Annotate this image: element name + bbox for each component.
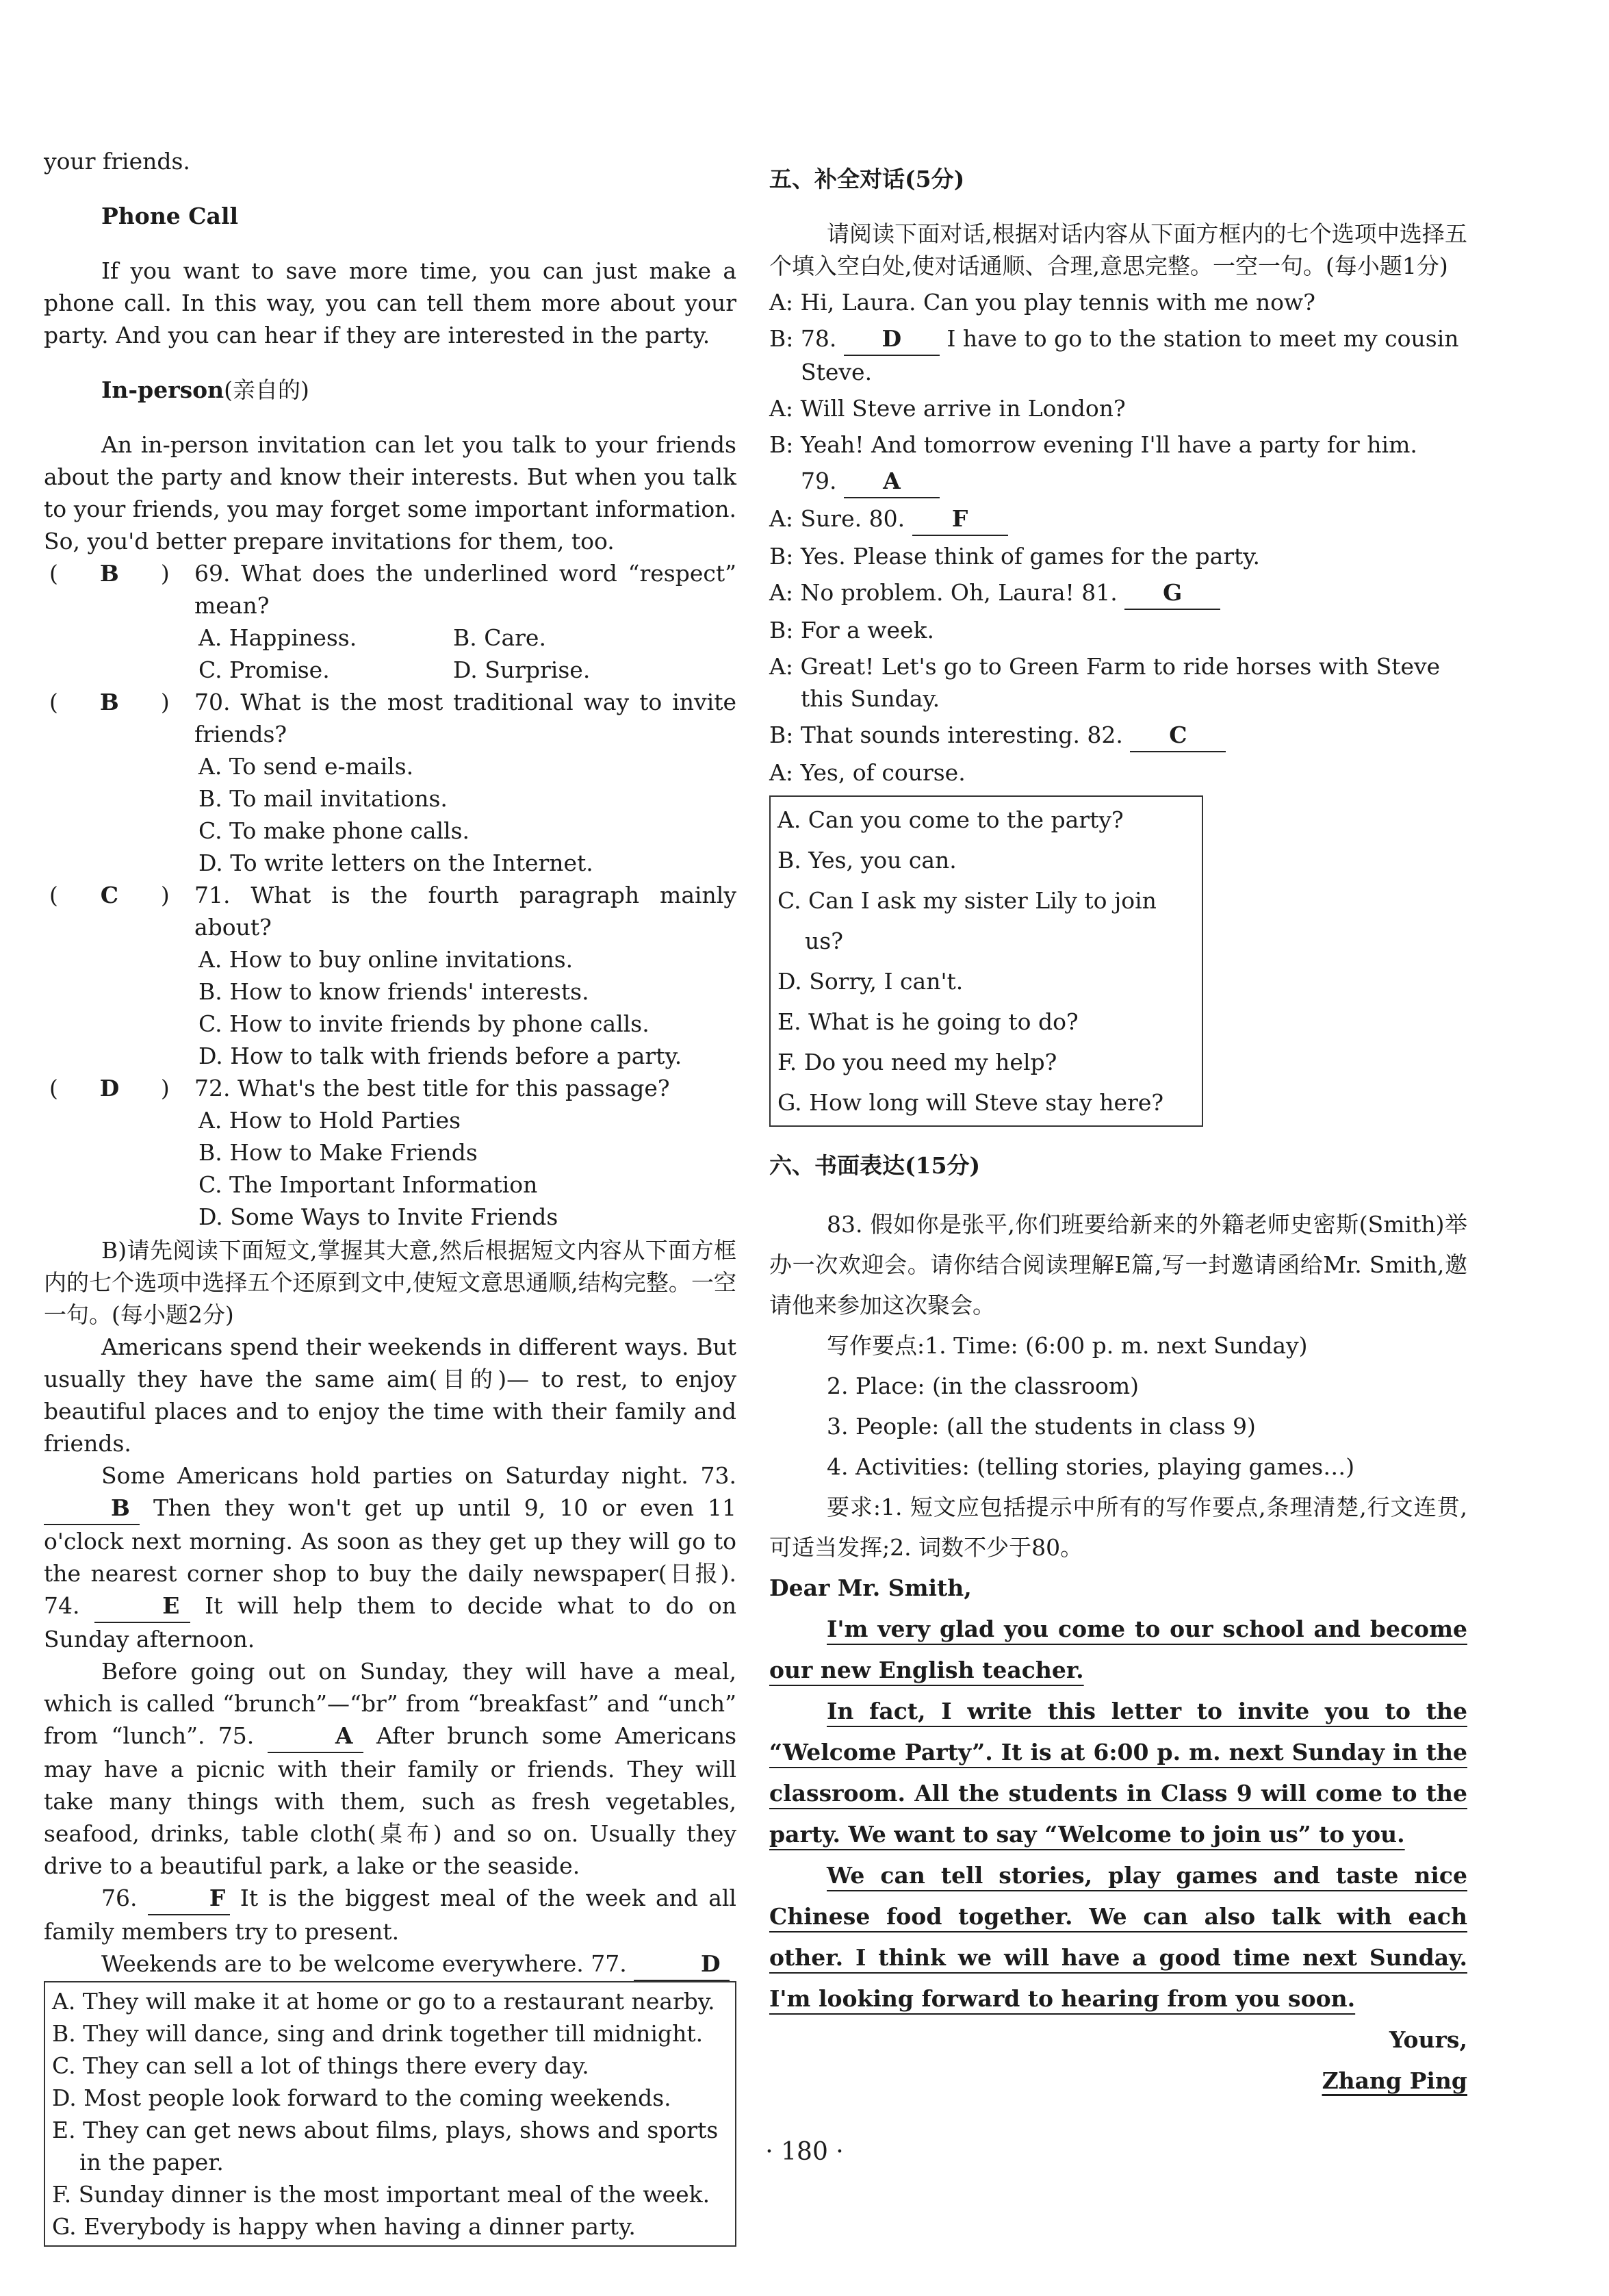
dialogue-text: B: 78. [769, 325, 837, 352]
signature [769, 2061, 1467, 2102]
question-option: D. How to talk with friends before a party. [198, 1043, 682, 1069]
left-column [44, 145, 736, 2247]
passage-text: Some Americans hold parties on Saturday night. 73. [101, 1462, 736, 1489]
question-option: D. Surprise. [453, 656, 591, 683]
cloze-passage [44, 1331, 736, 1981]
essay-paragraph-3: We can tell stories, play games and taste nice Chinese food together. We can also talk with each other. I think we will have a good time next Sunday. I'm looking forward to hearing from you soon. [769, 1862, 1467, 2012]
question-option: A. Happiness. [198, 624, 357, 651]
signature-name: Zhang Ping [1322, 2067, 1467, 2094]
question-option: C. The Important Information [198, 1171, 538, 1198]
passage-text: It is the biggest meal of the week and all family members try to present. [44, 1885, 736, 1945]
option-row [198, 622, 736, 654]
question-stem [44, 879, 736, 943]
right-column [769, 140, 1467, 2102]
dialogue-text: A: Hi, Laura. Can you play tennis with me now? [769, 289, 1315, 316]
box-option: F. Do you need my help? [777, 1049, 1057, 1075]
options-box-b [44, 1981, 736, 2247]
question-option: D. Some Ways to Invite Friends [198, 1203, 558, 1230]
answer-73: B [44, 1492, 140, 1525]
essay-paragraph-2: In fact, I write this letter to invite you to the “Welcome Party”. It is at 6:00 p. m. next Sunday in the classroom. All the students in Class 9 will come to the party. We want to say “Welcome to join us” to you. [769, 1698, 1467, 1848]
section-6-title: 六、书面表达(15分) [769, 1152, 981, 1179]
question-option: B. To mail invitations. [198, 785, 448, 812]
phone-paragraph: If you want to save more time, you can just make a phone call. In this way, you can tell them more about your party. And you can hear if they are interested in the party. [44, 257, 736, 348]
dialogue-line [769, 756, 1467, 789]
writing-point [827, 1325, 1467, 1366]
box-option: F. Sunday dinner is the most important meal of the week. [52, 2181, 710, 2208]
essay-paragraph-1: I'm very glad you come to our school and become our new English teacher. [769, 1616, 1467, 1683]
question-item [44, 1072, 736, 1233]
question-option: A. How to buy online invitations. [198, 946, 574, 973]
passage-text: Then they won't get up until 9, 10 or even 11 o'clock next morning. As soon as they get up they will go to the nearest corner shop to buy the daily newspaper(日报). 74. [44, 1494, 736, 1619]
passage-p1: Americans spend their weekends in different ways. But usually they have the same aim(目的)— to rest, to enjoy beautiful places and to enjoy the time with their family and friends. [44, 1334, 736, 1457]
question-stem [44, 686, 736, 750]
section-5-instruction: 请阅读下面对话,根据对话内容从下面方框内的七个选项中选择五个填入空白处,使对话通顺、合理,意思完整。一空一句。(每小题1分) [769, 220, 1467, 279]
inperson-paragraph: An in-person invitation can let you talk to your friends about the party and know their interests. But when you talk to your friends, you may forget some important information. So, you'd better prepare invitations for them, too. [44, 431, 736, 554]
dialogue-line [769, 286, 1467, 318]
question-answer: B [99, 689, 119, 715]
writing-point: 4. Activities: (telling stories, playing games…) [827, 1453, 1355, 1480]
dialogue-answer: C [1130, 719, 1226, 752]
box-option: E. What is he going to do? [777, 1008, 1079, 1035]
question-option: B. How to Make Friends [198, 1139, 478, 1166]
box-option: A. Can you come to the party? [777, 806, 1124, 833]
answer-bracket: ( B ) [49, 686, 186, 718]
options-box-dialogue [769, 795, 1203, 1127]
salutation: Dear Mr. Smith, [769, 1574, 972, 1601]
point-time: 1. Time: (6:00 p. m. next Sunday) [925, 1332, 1308, 1359]
answer-77: D [634, 1948, 730, 1981]
closing: Yours, [1389, 2026, 1467, 2053]
question-text: 69. What does the underlined word “respect” mean? [194, 560, 736, 619]
dialogue-line [769, 576, 1467, 610]
writing-points [769, 1325, 1467, 1487]
dialogue-text: B: That sounds interesting. 82. [769, 722, 1123, 748]
dialogue-text: B: Yes. Please think of games for the party. [769, 543, 1261, 570]
box-option: E. They can get news about films, plays, shows and sports in the paper. [52, 2117, 719, 2176]
box-option: C. Can I ask my sister Lily to join us? [777, 887, 1157, 954]
question-option: A. To send e-mails. [198, 753, 414, 780]
dialogue-line [769, 429, 1467, 461]
dialogue-line [769, 614, 1467, 646]
answer-bracket: ( D ) [49, 1072, 186, 1104]
answer-bracket: ( C ) [49, 879, 186, 911]
dialogue-line [769, 322, 1467, 388]
dialogue-answer: A [844, 465, 940, 498]
question-text: 72. What's the best title for this passage? [194, 1075, 670, 1101]
question-item [44, 686, 736, 879]
dialogue-text: I have to go to the station to meet my cousin Steve. [801, 325, 1459, 385]
box-option: A. They will make it at home or go to a restaurant nearby. [52, 1988, 715, 2015]
dialogue-text: A: Will Steve arrive in London? [769, 395, 1126, 422]
points-title: 写作要点: [827, 1332, 925, 1359]
dialogue-line [769, 392, 1467, 424]
inperson-heading-en: In-person [101, 377, 224, 403]
dialogue-text: B: Yeah! And tomorrow evening I'll have a party for him. [769, 431, 1417, 458]
answer-bracket: ( B ) [49, 557, 186, 589]
question-option: B. How to know friends' interests. [198, 978, 589, 1005]
page-number: · 180 · [765, 2138, 844, 2166]
passage-p3 [44, 1655, 736, 1882]
dialogue-text: A: Yes, of course. [769, 759, 966, 786]
dialogue-text: B: For a week. [769, 617, 935, 643]
part-b-instruction: B)请先阅读下面短文,掌握其大意,然后根据短文内容从下面方框内的七个选项中选择五个还原到文中,使短文意思通顺,结构完整。一空一句。(每小题2分) [44, 1237, 736, 1328]
passage-text: After brunch some Americans may have a picnic with their family or friends. They will take many things with them, such as fresh vegetables, seafood, drinks, table cloth(桌布) and so on. Usually they drive to a beautiful park, a lake or the seaside. [44, 1722, 737, 1879]
question-option: C. How to invite friends by phone calls. [198, 1010, 649, 1037]
question-text: 70. What is the most traditional way to invite friends? [194, 689, 736, 748]
question-option: B. Care. [453, 624, 546, 651]
passage-p4 [44, 1882, 736, 1948]
option-row [198, 654, 736, 686]
passage-text: It will help them to decide what to do on Sunday afternoon. [44, 1592, 736, 1653]
box-option: G. Everybody is happy when having a dinner party. [52, 2213, 636, 2240]
dialogue-text: 79. [801, 468, 837, 494]
dialogue-text: A: Great! Let's go to Green Farm to ride horses with Steve this Sunday. [769, 653, 1441, 712]
dialogue-text: A: No problem. Oh, Laura! 81. [769, 579, 1118, 606]
question-option: C. To make phone calls. [198, 817, 470, 844]
section-5-title: 五、补全对话(5分) [769, 166, 965, 192]
dialogue-answer: G [1124, 576, 1220, 610]
question-stem [44, 1072, 736, 1104]
question-option: A. How to Hold Parties [198, 1107, 461, 1134]
writing-point: 2. Place: (in the classroom) [827, 1373, 1139, 1399]
question-item [44, 879, 736, 1072]
writing-point: 3. People: (all the students in class 9) [827, 1413, 1256, 1440]
dialogue-line [769, 719, 1467, 752]
passage-text: Weekends are to be welcome everywhere. 77. [101, 1950, 627, 1977]
answer-74: E [94, 1590, 190, 1623]
passage-text: 76. [101, 1885, 138, 1911]
answer-76: F [148, 1882, 230, 1915]
question-answer: D [99, 1075, 120, 1101]
box-option: B. They will dance, sing and drink together till midnight. [52, 2020, 704, 2047]
question-stem [44, 557, 736, 622]
box-option: C. They can sell a lot of things there every day. [52, 2052, 589, 2079]
phone-heading: Phone Call [101, 203, 239, 229]
dialogue-line [769, 650, 1467, 715]
question-answer: C [100, 882, 118, 908]
box-option: B. Yes, you can. [777, 847, 957, 873]
dialogue-line [769, 540, 1467, 572]
passage-text: Before going out on Sunday, they will have a meal, which is called “brunch”—“br” from “breakfast” and “unch” from “lunch”. 75. [44, 1658, 736, 1749]
inperson-heading [101, 374, 736, 406]
inperson-heading-cn: (亲自的) [224, 377, 309, 403]
box-option: G. How long will Steve stay here? [777, 1089, 1164, 1116]
question-answer: B [99, 560, 119, 587]
dialogue-text: A: Sure. 80. [769, 505, 905, 532]
writing-requirements: 要求:1. 短文应包括提示中所有的写作要点,条理清楚,行文连贯,可适当发挥;2. 词数不少于80。 [769, 1494, 1467, 1561]
question-option: C. Promise. [198, 656, 330, 683]
question-option: D. To write letters on the Internet. [198, 850, 593, 876]
writing-prompt: 83. 假如你是张平,你们班要给新来的外籍老师史密斯(Smith)举办一次欢迎会。请你结合阅读理解E篇,写一封邀请函给Mr. Smith,邀请他来参加这次聚会。 [769, 1211, 1467, 1318]
passage-p2 [44, 1459, 736, 1655]
dialogue-answer: D [844, 322, 940, 356]
dialogue [769, 286, 1467, 789]
question-list [44, 557, 736, 1233]
box-option: D. Sorry, I can't. [777, 968, 964, 995]
question-item [44, 557, 736, 686]
dialogue-answer: F [912, 502, 1008, 536]
intro-tail: your friends. [44, 148, 190, 175]
dialogue-line [769, 465, 1467, 498]
dialogue-line [769, 502, 1467, 536]
answer-75: A [268, 1720, 363, 1753]
question-text: 71. What is the fourth paragraph mainly about? [194, 882, 736, 941]
passage-p5 [44, 1948, 736, 1981]
box-option: D. Most people look forward to the coming weekends. [52, 2084, 671, 2111]
